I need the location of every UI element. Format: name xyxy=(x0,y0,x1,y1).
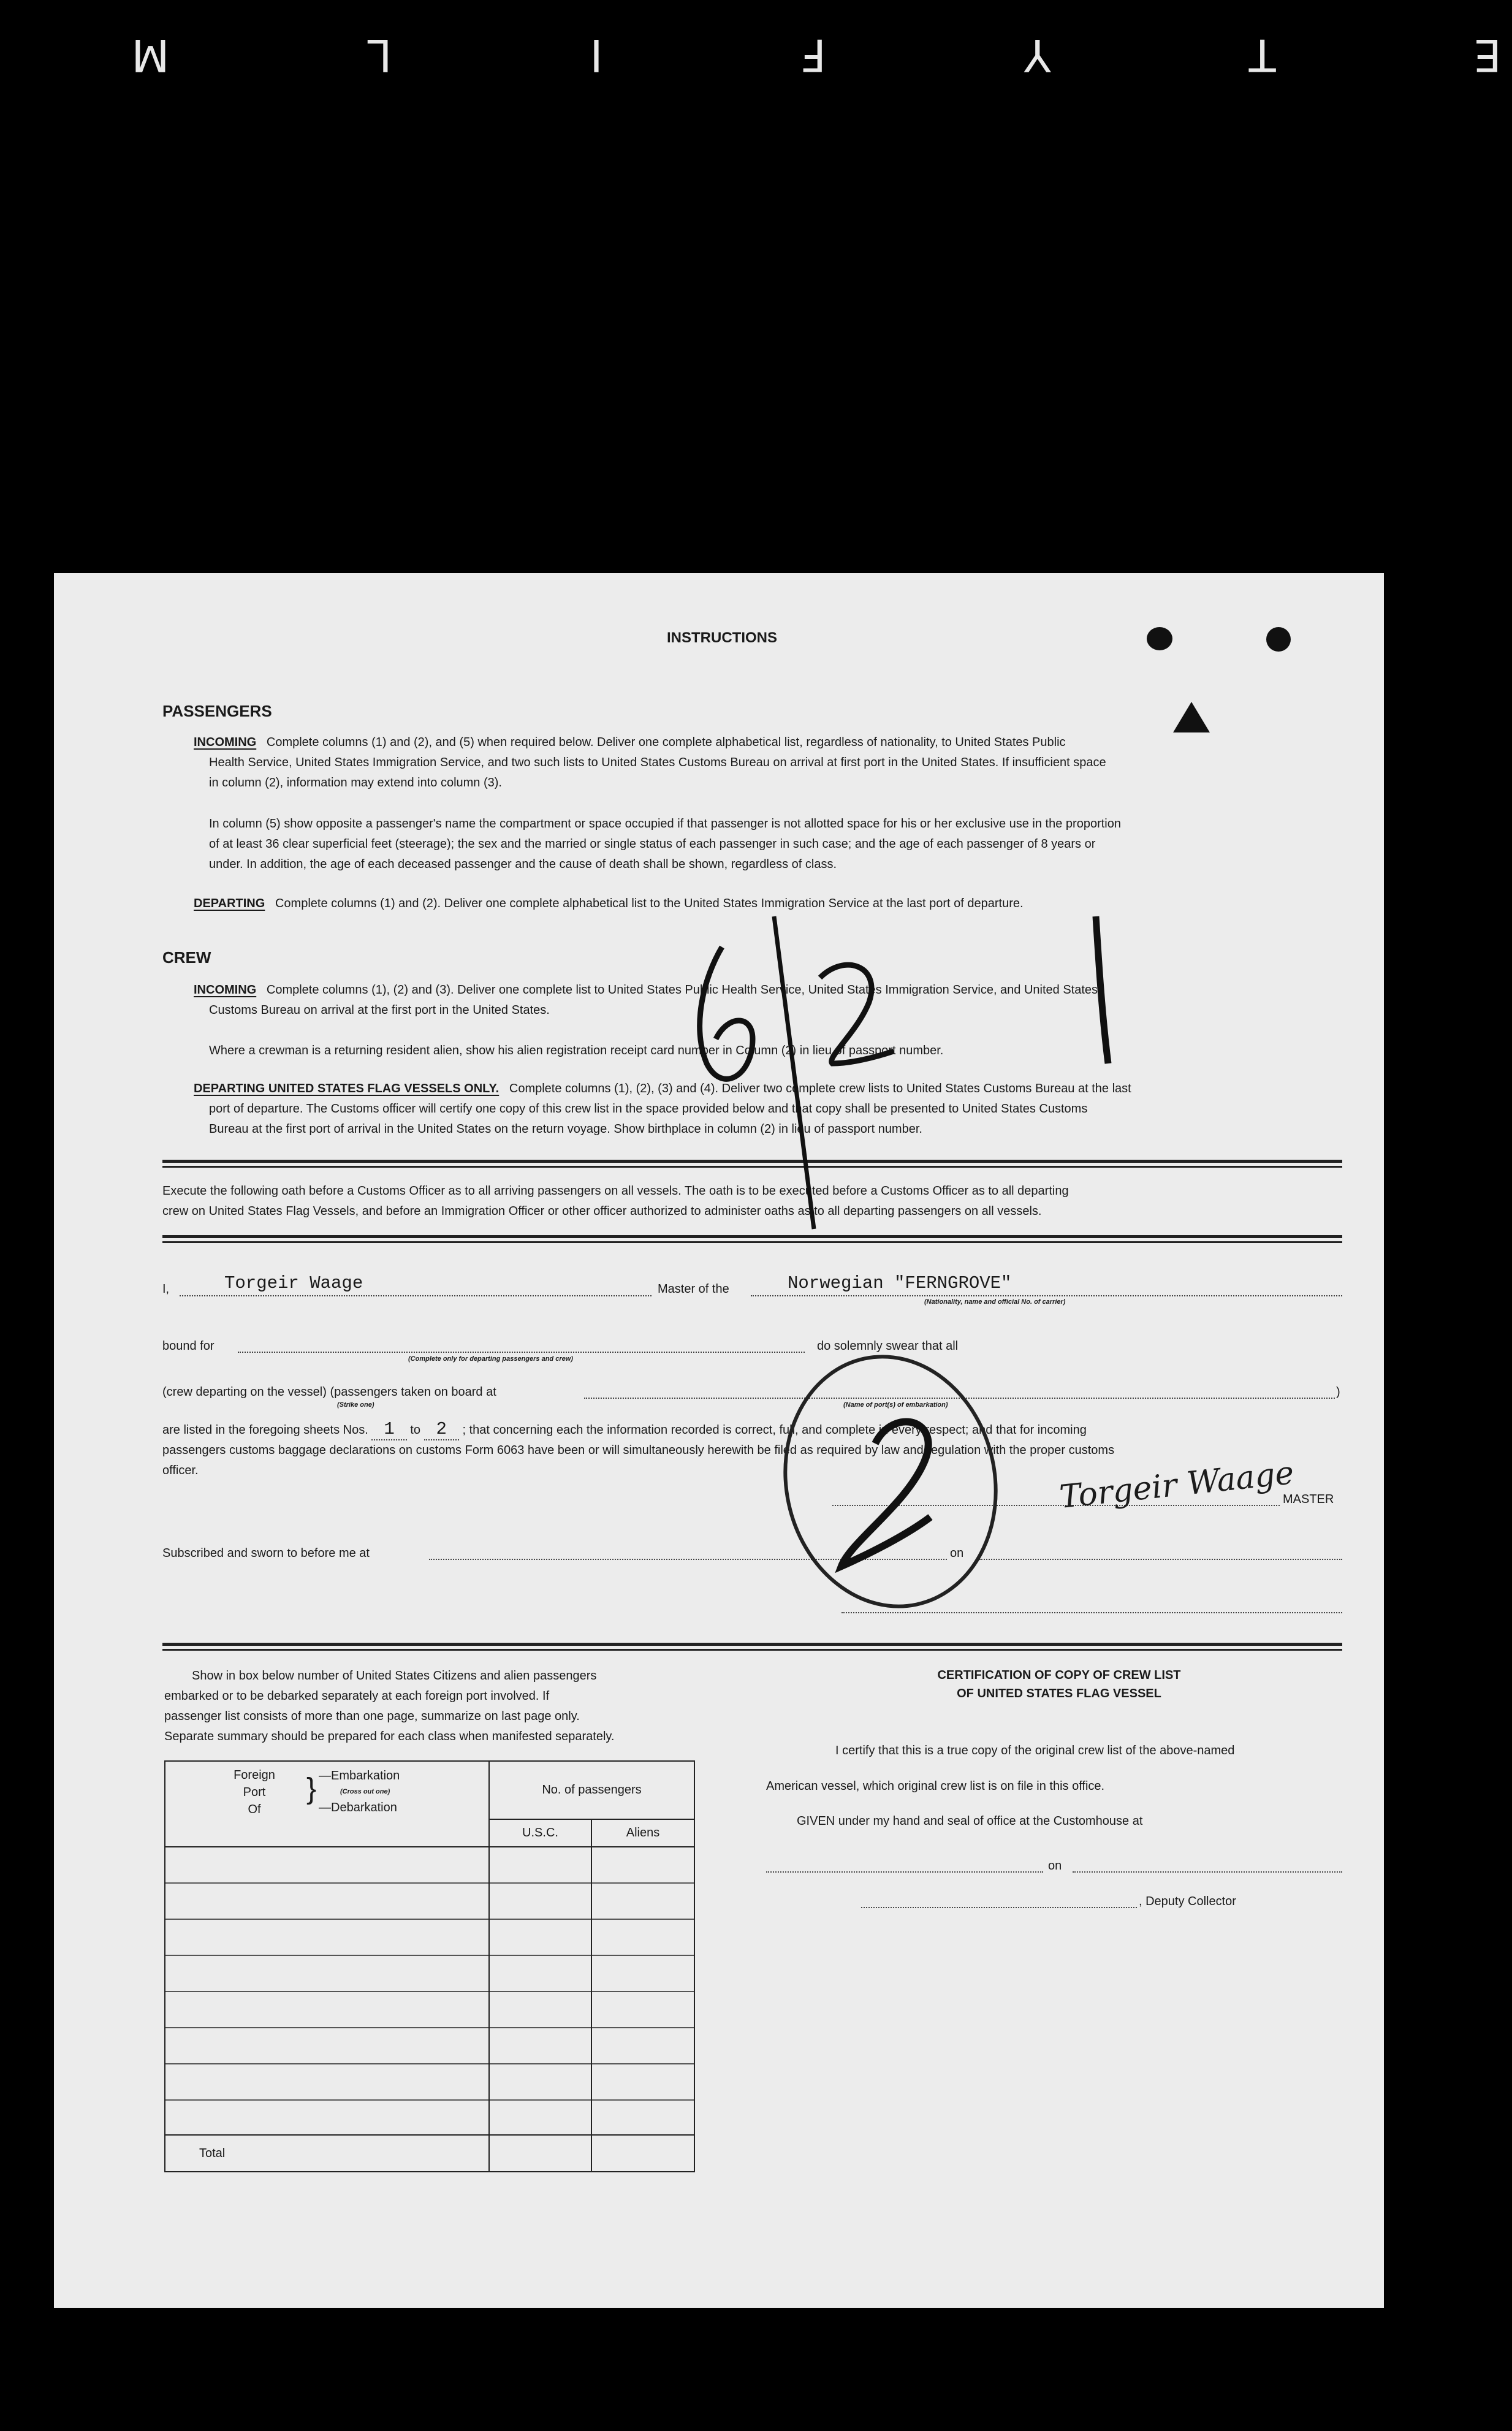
master-of-label: Master of the xyxy=(658,1282,729,1296)
crew-passengers-label: (crew departing on the vessel) (passengers taken on board at xyxy=(162,1385,496,1399)
instructions-title: INSTRUCTIONS xyxy=(667,630,777,646)
crew-incoming-text: Customs Bureau on arrival at the first port in the United States. xyxy=(209,1003,550,1017)
oath-intro-text: crew on United States Flag Vessels, and before an Immigration Officer or other officer authorized to administer oaths as to all departing passengers on all vessels. xyxy=(162,1204,1042,1218)
handwritten-six xyxy=(700,947,753,1079)
handwritten-two xyxy=(820,965,894,1063)
swear-label: do solemnly swear that all xyxy=(817,1339,959,1353)
incoming-text: in column (2), information may extend into column (3). xyxy=(209,776,502,789)
departing-text: Complete columns (1) and (2). Deliver one complete alphabetical list to the United States Immigration Service at the last port of departure. xyxy=(275,897,1024,910)
cert-on-label: on xyxy=(1048,1859,1062,1873)
column5-text: of at least 36 clear superficial feet (steerage); the sex and the married or single status of each passenger in such case; and the age of each passenger of 8 years or xyxy=(209,837,1096,851)
crew-departing-text: Bureau at the first port of arrival in the United States on the return voyage. Show birthplace in column (2) in lieu of passport number. xyxy=(209,1122,922,1136)
listed-label: are listed in the foregoing sheets Nos. xyxy=(162,1423,368,1437)
oath-intro-text: Execute the following oath before a Customs Officer as to all arriving passengers on all vessels. The oath is to be executed before a Customs Officer as to all departing xyxy=(162,1184,1069,1198)
crew-departing-text: port of departure. The Customs officer will certify one copy of this crew list in the space provided below and that copy shall be presented to United States Customs xyxy=(209,1102,1088,1116)
handwritten-slash xyxy=(774,916,814,1229)
embarkation-label: —Embarkation xyxy=(319,1769,400,1782)
crew-incoming-text: Complete columns (1), (2) and (3). Deliver one complete list to United States Public Health Service, United States Immigration Service, and United States xyxy=(266,983,1098,997)
port-caption: (Name of port(s) of embarkation) xyxy=(843,1401,948,1409)
crew-heading: CREW xyxy=(162,948,211,967)
resident-alien-text: Where a crewman is a returning resident alien, show his alien registration receipt card number in Column (2) in lieu of passport number. xyxy=(209,1044,944,1057)
bound-for-label: bound for xyxy=(162,1339,215,1353)
column5-text: under. In addition, the age of each deceased passenger and the cause of death shall be shown, regardless of class. xyxy=(209,858,837,871)
cert-text: I certify that this is a true copy of the original crew list of the above-named xyxy=(835,1744,1235,1757)
cert-title-line: CERTIFICATION OF COPY OF CREW LIST xyxy=(937,1668,1181,1682)
departing-label: DEPARTING xyxy=(194,897,265,910)
incoming-text: Complete columns (1) and (2), and (5) when required below. Deliver one complete alphabetical list, regardless of nationality, to United States Public xyxy=(266,736,1066,749)
circle-mark xyxy=(762,1337,1019,1626)
to-label: to xyxy=(410,1423,420,1437)
foreign-label: Foreign xyxy=(234,1768,275,1782)
cert-text: GIVEN under my hand and seal of office at the Customhouse at xyxy=(797,1814,1143,1828)
sheet-to-field[interactable]: 2 xyxy=(424,1419,459,1440)
handwriting-overlay xyxy=(54,573,1384,2308)
cross-out-caption: (Cross out one) xyxy=(340,1788,390,1795)
total-label: Total xyxy=(165,2135,489,2172)
incoming-text: Health Service, United States Immigration Service, and two such lists to United States Customs Bureau on arrival at first port in the United States. If insufficient space xyxy=(209,756,1106,769)
close-paren: ) xyxy=(1336,1385,1340,1399)
debarkation-label: —Debarkation xyxy=(319,1801,397,1814)
brace-glyph: } xyxy=(306,1773,317,1805)
incoming-label: INCOMING xyxy=(194,736,257,749)
deputy-collector-label: , Deputy Collector xyxy=(1139,1895,1236,1908)
vessel-field[interactable]: Norwegian "FERNGROVE" xyxy=(788,1273,1012,1293)
usc-header: U.S.C. xyxy=(489,1819,591,1847)
summary-text: Show in box below number of United States Citizens and alien passengers xyxy=(192,1669,597,1683)
film-header-text: E T Y F I L M xyxy=(39,29,1502,81)
listed-text: ; that concerning each the information recorded is correct, full, and complete in every respect; and that for incoming xyxy=(462,1423,1087,1437)
on-label: on xyxy=(950,1546,964,1560)
of-label: Of xyxy=(248,1803,261,1816)
passengers-heading: PASSENGERS xyxy=(162,702,272,720)
summary-text: passenger list consists of more than one page, summarize on last page only. xyxy=(164,1710,580,1723)
circled-two xyxy=(841,1421,930,1566)
document-sheet xyxy=(54,573,1384,2308)
port-label: Port xyxy=(243,1786,266,1799)
handwritten-one xyxy=(1096,916,1108,1063)
i-label: I, xyxy=(162,1282,170,1296)
sheet-from-field[interactable]: 1 xyxy=(371,1419,406,1440)
subscribed-label: Subscribed and sworn to before me at xyxy=(162,1546,370,1560)
aliens-header: Aliens xyxy=(591,1819,694,1847)
summary-text: embarked or to be debarked separately at each foreign port involved. If xyxy=(164,1689,550,1703)
cert-title-line: OF UNITED STATES FLAG VESSEL xyxy=(957,1687,1161,1700)
column5-text: In column (5) show opposite a passenger's name the compartment or space occupied if that passenger is not allotted space for his or her exclusive use in the proportion xyxy=(209,817,1121,831)
incoming-label: INCOMING xyxy=(194,983,257,997)
master-signature: Torgeir Waage xyxy=(1057,1455,1296,1516)
bound-caption: (Complete only for departing passengers and crew) xyxy=(408,1355,573,1363)
crew-departing-text: Complete columns (1), (2), (3) and (4). Deliver two complete crew lists to United States Customs Bureau at the last xyxy=(509,1082,1131,1095)
vessel-caption: (Nationality, name and official No. of carrier) xyxy=(924,1298,1066,1306)
customs-text: passengers customs baggage declarations on customs Form 6063 have been or will simultaneously herewith be filed as required by law and regulation with the proper customs xyxy=(162,1444,1115,1457)
strike-caption: (Strike one) xyxy=(337,1401,374,1409)
departing-flag-label: DEPARTING UNITED STATES FLAG VESSELS ONLY. xyxy=(194,1082,500,1095)
master-name-field[interactable]: Torgeir Waage xyxy=(224,1273,363,1293)
customs-text: officer. xyxy=(162,1464,199,1477)
summary-text: Separate summary should be prepared for each class when manifested separately. xyxy=(164,1730,615,1743)
master-label: MASTER xyxy=(1283,1493,1334,1506)
cert-text: American vessel, which original crew list is on file in this office. xyxy=(766,1779,1105,1793)
num-passengers-header: No. of passengers xyxy=(489,1761,694,1819)
